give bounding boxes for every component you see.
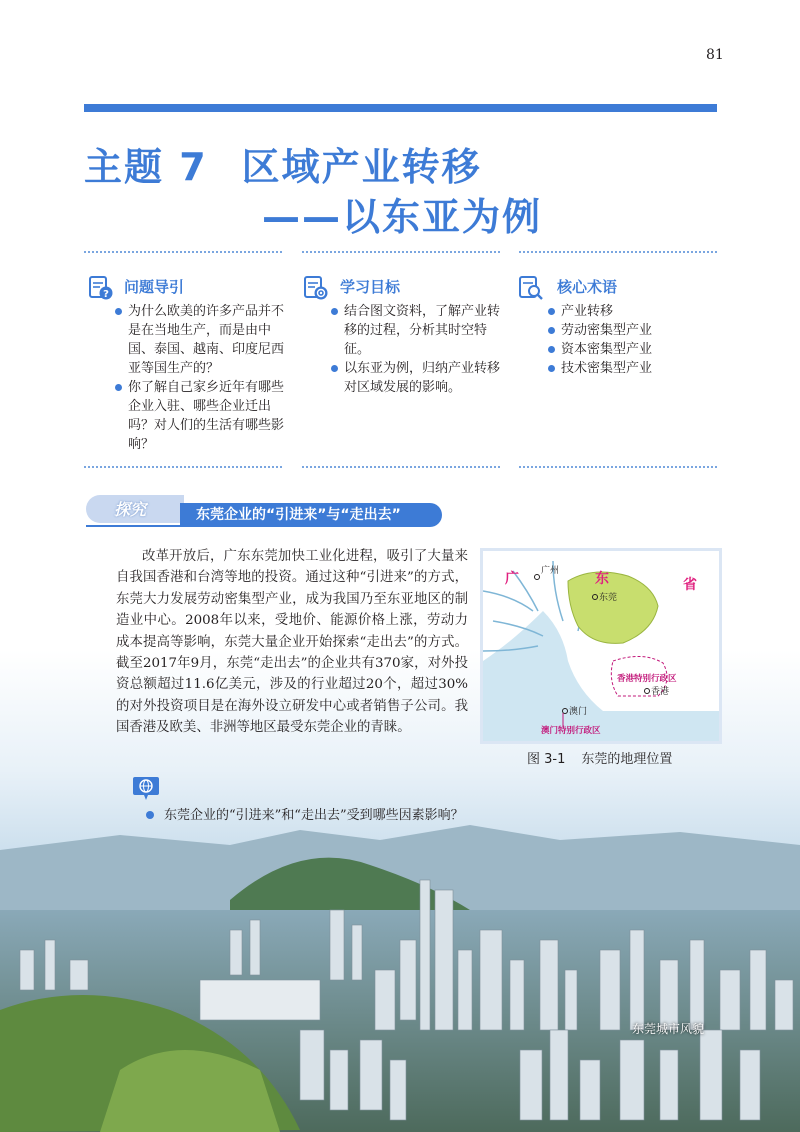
explore-title: 东莞企业的“引进来”与“走出去” <box>180 503 442 527</box>
label-dongguan: 东莞 <box>599 593 618 603</box>
list-item: 为什么欧美的许多产品并不是在当地生产，而是由中国、泰国、越南、印度尼西亚等国生产的？ <box>114 302 286 378</box>
document-search-icon <box>518 275 544 301</box>
list-item: 以东亚为例，归纳产业转移对区域发展的影响。 <box>330 359 502 397</box>
explore-tag <box>86 495 184 523</box>
figure-number: 图 3-1 <box>527 752 566 767</box>
goals-list <box>330 302 502 397</box>
divider <box>519 466 717 468</box>
divider <box>84 466 282 468</box>
list-item: 劳动密集型产业 <box>547 321 717 340</box>
label-guangzhou: 广州 <box>541 566 560 576</box>
figure-caption <box>527 748 672 767</box>
terms-list <box>547 302 717 378</box>
list-item: 产业转移 <box>547 302 717 321</box>
body-paragraph: 改革开放后，广东东莞加快工业化进程，吸引了大量来自我国香港和台湾等地的投资。通过这种“引进来”的方式，东莞大力发展劳动密集型产业，成为我国乃至东亚地区的制造业中心。2008年以来，受地价、能源价格上涨，劳动力成本提高等影响，东莞大量企业开始探索“走出去”的方式。截至2017年9月，东莞“走出去”的企业共有370家，对外投资总额超过11.6亿美元，涉及的行业超过20个，超过30%的对外投资项目是在海外设立研发中心或者销售子公司。我国香港及欧美、非洲等地区最受东莞企业的青睐。 <box>116 549 468 736</box>
label-guang: 广 <box>505 571 519 587</box>
divider <box>302 251 500 253</box>
list-item: 资本密集型产业 <box>547 340 717 359</box>
label-hk-region: 香港特别行政区 <box>617 674 677 684</box>
label-dong: 东 <box>595 571 609 587</box>
box-heading-goals: 学习目标 <box>340 278 401 296</box>
theme-number: 主题 7 <box>84 145 208 189</box>
question-bullet <box>146 811 154 819</box>
map-figure <box>480 548 722 744</box>
header-bar <box>84 104 717 112</box>
list-item: 技术密集型产业 <box>547 359 717 378</box>
svg-text:?: ? <box>103 289 109 300</box>
box-heading-guide: 问题导引 <box>124 278 185 296</box>
dongguan-location-map <box>483 551 719 741</box>
chapter-title <box>84 136 482 191</box>
divider <box>519 251 717 253</box>
divider <box>84 251 282 253</box>
discussion-question: 东莞企业的“引进来”和“走出去”受到哪些因素影响？ <box>164 808 464 823</box>
list-item: 结合图文资料，了解产业转移的过程，分析其时空特征。 <box>330 302 502 359</box>
list-item: 你了解自己家乡近年有哪些企业入驻、哪些企业迁出吗？对人们的生活有哪些影响？ <box>114 378 286 454</box>
chapter-subtitle: ——以东亚为例 <box>262 195 543 239</box>
page-number: 81 <box>706 47 724 63</box>
globe-speech-icon <box>131 773 161 803</box>
box-heading-terms: 核心术语 <box>557 278 618 296</box>
explore-tag-label: 探究 <box>114 500 147 519</box>
document-target-icon <box>303 275 329 301</box>
explore-underline <box>86 525 180 527</box>
figure-title: 东莞的地理位置 <box>581 752 673 767</box>
divider <box>302 466 500 468</box>
label-hk: 香港 <box>651 687 670 697</box>
photo-caption: 东莞城市风貌 <box>632 1022 705 1036</box>
label-sheng: 省 <box>683 577 697 593</box>
label-macao: 澳门 <box>569 707 588 717</box>
label-macao-region: 澳门特别行政区 <box>541 726 601 736</box>
theme-title: 区域产业转移 <box>241 145 482 189</box>
document-question-icon <box>88 275 114 301</box>
guide-list <box>114 302 286 454</box>
